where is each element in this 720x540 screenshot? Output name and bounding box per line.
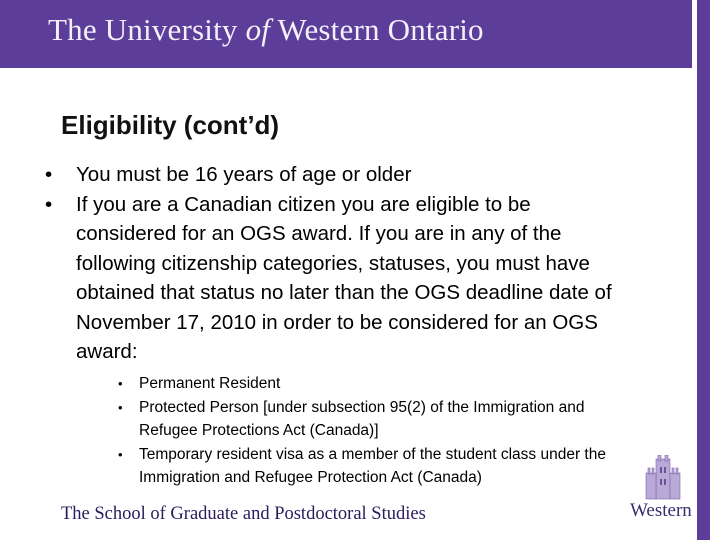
bullet-text: If you are a Canadian citizen you are eligible to be considered for an OGS award. If you are in any of the following citizenship categories, statuses, you must have obtained that status no later than the OGS deadline date of November 17, 2010 in order to be considered for an OGS award: (76, 192, 612, 363)
bullet-icon: • (45, 163, 53, 186)
list-item (108, 396, 638, 443)
school-name: The School of Graduate and Postdoctoral Studies (61, 504, 426, 524)
sub-bullet-text: Protected Person [under subsection 95(2) of the Immigration and Refugee Protections Act (Canada)] (139, 398, 585, 439)
university-name (48, 12, 484, 48)
list-item (18, 190, 628, 367)
list-item (18, 160, 628, 190)
university-name-part1: The University (48, 12, 246, 47)
bullet-icon: • (45, 192, 53, 216)
sub-bullet-text: Temporary resident visa as a member of the student class under the Immigration and Refugee Protection Act (Canada) (139, 445, 606, 486)
sub-bullet-text: Permanent Resident (139, 375, 281, 392)
header-edge (686, 0, 692, 68)
university-name-part3: Western Ontario (270, 12, 484, 47)
sub-bullet-list (108, 372, 638, 490)
bullet-icon: • (118, 399, 123, 415)
western-wordmark: Western (630, 500, 692, 521)
bullet-text: You must be 16 years of age or older (76, 163, 412, 186)
slide-title: Eligibility (cont’d) (61, 110, 280, 140)
list-item (108, 372, 638, 396)
bullet-icon: • (118, 376, 123, 391)
list-item (108, 443, 638, 490)
main-bullet-list (18, 160, 628, 367)
bullet-icon: • (118, 446, 123, 462)
university-name-part2: of (245, 12, 271, 47)
